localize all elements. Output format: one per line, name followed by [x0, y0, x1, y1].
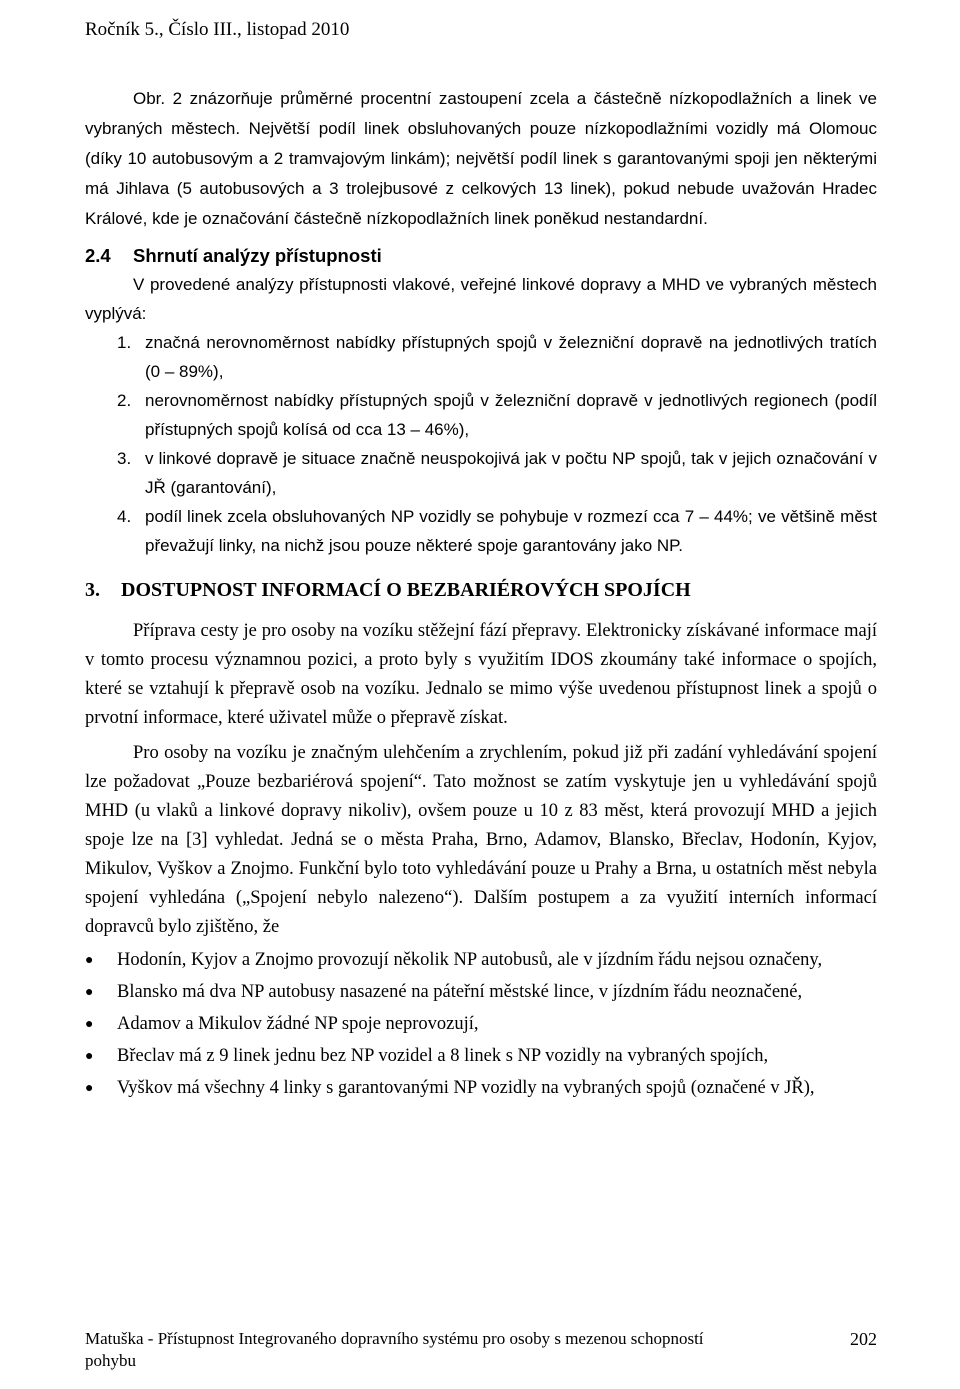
list-item-text: podíl linek zcela obsluhovaných NP vozidly se pohybuje v rozmezí cca 7 – 44%; ve většině měst převažují linky, na nichž jsou pouze některé spoje garantovány jako NP. [145, 507, 877, 555]
section-3-title: DOSTUPNOST INFORMACÍ O BEZBARIÉROVÝCH SPOJÍCH [121, 579, 691, 601]
paragraph-figure-description-part2: Největší podíl linek obsluhovaných pouze nízkopodlažními vozidly má Olomouc (díky 10 autobusovým a 2 tramvajovým linkám); největší podíl linek s garantovanými spoji jen některými má Jihlava (5 autobusových a 3 trolejbusové z celkových 13 linek), pokud nebude uvažován Hradec Králové, kde je označování částečně nízkopodlažních linek poněkud nestandardní. [85, 119, 877, 228]
list-item [85, 1010, 877, 1039]
footer-author-title: Matuška - Přístupnost Integrovaného dopravního systému pro osoby s mezenou schopností pohybu [85, 1329, 704, 1370]
section-3-paragraph-1: Příprava cesty je pro osoby na vozíku stěžejní fází přepravy. Elektronicky získávané informace mají v tomto procesu významnou pozici, a proto byly s využitím IDOS zkoumány také informace o spojích, které se vztahují k přepravě osob na vozíku. Jednalo se mimo výše uvedenou přístupnost linek a spojů o prvotní informace, které uživatel může o přepravě získat. [85, 621, 877, 728]
list-item-text: Blansko má dva NP autobusy nasazené na páteřní městské lince, v jízdním řádu neoznačené, [117, 982, 803, 1002]
list-item-text: Vyškov má všechny 4 linky s garantovanými NP vozidly na vybraných spojů (označené v JŘ), [117, 1078, 815, 1098]
summary-list [85, 328, 877, 560]
list-item-text: značná nerovnoměrnost nabídky přístupných spojů v železniční dopravě na jednotlivých tratích (0 – 89%), [145, 333, 877, 381]
list-item-marker: 3. [117, 449, 132, 468]
bullet-icon: ● [85, 1049, 94, 1064]
list-item-text: nerovnoměrnost nabídky přístupných spojů v železniční dopravě v jednotlivých regionech (podíl přístupných spojů kolísá od cca 13 – 46%), [145, 391, 877, 439]
list-item-marker: 2. [117, 391, 132, 410]
list-item-marker: 1. [117, 333, 132, 352]
list-item-marker: 4. [117, 507, 132, 526]
list-item-text: Břeclav má z 9 linek jednu bez NP vozidel a 8 linek s NP vozidly na vybraných spojích, [117, 1046, 769, 1066]
section-3-number: 3. [85, 579, 100, 601]
paragraph-figure-description-part1: Obr. 2 znázorňuje průměrné procentní zastoupení zcela a částečně nízkopodlažních a linek ve vybraných městech. [85, 89, 877, 138]
list-item [85, 978, 877, 1007]
section-2-4-intro: V provedené analýzy přístupnosti vlakové, veřejné linkové dopravy a MHD ve vybraných městech vyplývá: [85, 275, 877, 323]
list-item-text: Adamov a Mikulov žádné NP spoje neprovozují, [117, 1014, 479, 1034]
bullet-icon: ● [85, 1081, 94, 1096]
page-number: 202 [850, 1329, 877, 1349]
section-3-paragraph-2: Pro osoby na vozíku je značným ulehčením a zrychlením, pokud již při zadání vyhledávání spojení lze požadovat „Pouze bezbariérová spojení“. Tato možnost se zatím vyskytuje jen u vyhledávání spojů MHD (u vlaků a linkové dopravy nikoliv), ovšem pouze u 10 z 83 měst, která provozují MHD a jejich spoje lze na [3] vyhledat. Jedná se o města Praha, Brno, Adamov, Blansko, Břeclav, Hodonín, Kyjov, Mikulov, Vyškov a Znojmo. Funkční bylo toto vyhledávání pouze u Prahy a Brna, u ostatních měst nebyla spojení vyhledána („Spojení nebylo nalezeno“). Dalším postupem a za využití interních informací dopravců bylo zjištěno, že [85, 743, 877, 937]
list-item [85, 386, 877, 444]
list-item [85, 1042, 877, 1071]
section-2-4-number: 2.4 [85, 245, 111, 266]
section-3-heading [85, 576, 877, 605]
page-footer [85, 1328, 877, 1372]
bullet-icon: ● [85, 953, 94, 968]
bullet-icon: ● [85, 1017, 94, 1032]
paragraph-figure-description [85, 84, 877, 234]
section-2-4-title: Shrnutí analýzy přístupnosti [133, 245, 382, 266]
section-2-4-heading [85, 241, 877, 270]
list-item [85, 502, 877, 560]
page-body [85, 84, 877, 1106]
list-item [85, 946, 877, 975]
city-bullet-list [85, 946, 877, 1103]
running-header: Ročník 5., Číslo III., listopad 2010 [85, 19, 350, 40]
list-item-text: v linkové dopravě je situace značně neuspokojivá jak v počtu NP spojů, tak v jejich označování v JŘ (garantování), [145, 449, 877, 497]
bullet-icon: ● [85, 985, 94, 1000]
list-item-text: Hodonín, Kyjov a Znojmo provozují několik NP autobusů, ale v jízdním řádu nejsou označeny, [117, 950, 823, 970]
list-item [85, 444, 877, 502]
list-item [85, 1074, 877, 1103]
list-item [85, 328, 877, 386]
